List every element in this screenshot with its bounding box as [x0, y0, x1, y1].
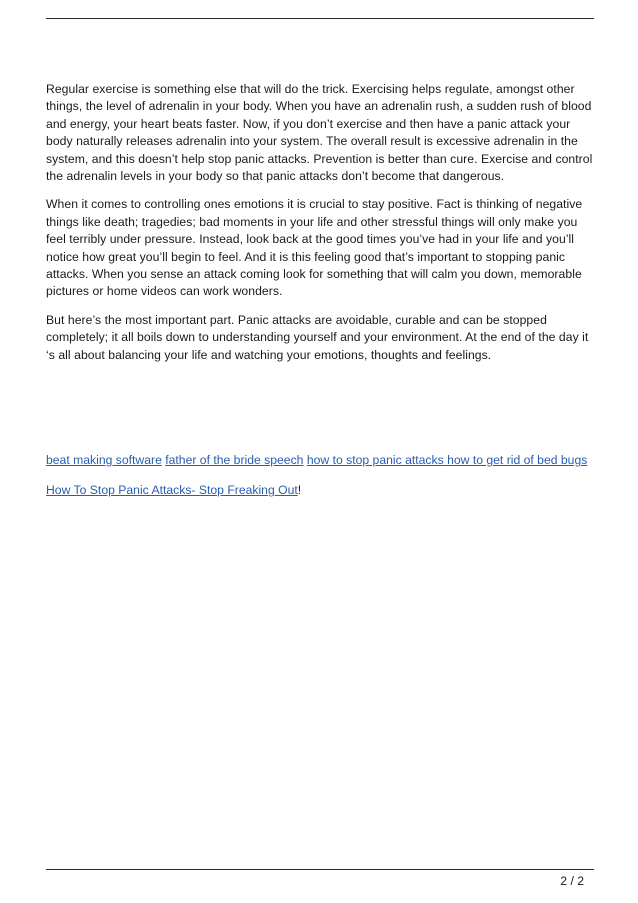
link-father-of-the-bride-speech[interactable]: father of the bride speech	[165, 453, 304, 467]
document-body	[46, 81, 594, 375]
article-link-row	[46, 482, 594, 499]
link-how-to-get-rid-of-bed-bugs[interactable]: how to get rid of bed bugs	[447, 453, 588, 467]
link-section	[46, 452, 594, 500]
paragraph-exercise: Regular exercise is something else that will do the trick. Exercising helps regulate, amongst other things, the level of adrenalin in your body. When you have an adrenalin rush, a sudden rush of blood and energy, your heart beats faster. Now, if you don’t exercise and then have a panic attack your body naturally releases adrenalin into your system. The overall result is excessive adrenalin in the system, and this doesn’t help stop panic attacks. Prevention is better than cure. Exercise and control the adrenalin levels in your body so that panic attacks don’t become that dangerous.	[46, 82, 593, 184]
footer-rule	[46, 869, 594, 870]
link-how-to-stop-panic-attacks[interactable]: how to stop panic attacks	[306, 453, 448, 467]
paragraph-important-part: But here’s the most important part. Panic attacks are avoidable, curable and can be stopped completely; it all boils down to understanding yourself and your environment. At the end of the day it ‘s all about balancing your life and watching your emotions, thoughts and feelings.	[46, 312, 589, 362]
header-rule	[46, 18, 594, 19]
paragraph-emotions: When it comes to controlling ones emotions it is crucial to stay positive. Fact is thinking of negative things like death; tragedies; bad moments in your life and other stressful things will only make you feel terribly under pressure. Instead, look back at the good times you’ve had in your life and you’ll notice how great you’ll begin to feel. And it is this feeling good that’s important to stopping panic attacks. When you sense an attack coming look for something that will calm you down, memorable pictures or home videos can work wonders.	[46, 197, 583, 299]
link-stop-freaking-out[interactable]: How To Stop Panic Attacks- Stop Freaking Out	[46, 483, 298, 498]
link-suffix: !	[297, 483, 302, 498]
keyword-links-row	[46, 452, 594, 469]
page-number: 2 / 2	[560, 874, 584, 888]
link-beat-making-software[interactable]: beat making software	[46, 453, 162, 467]
